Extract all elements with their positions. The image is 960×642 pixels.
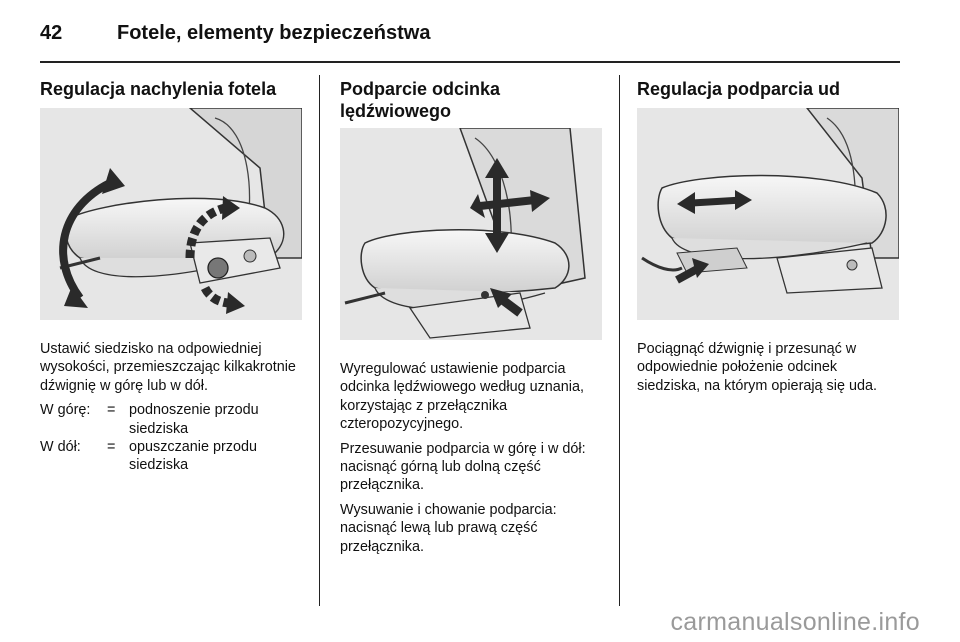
lumbar-paragraph-1: Wyregulować ustawienie podparcia odcinka lędźwiowego według uznania, korzystając z przełącznika czteropozycyjnego. [340, 361, 585, 433]
definition-equals: = [107, 439, 116, 456]
watermark: carmanualsonline.info [670, 608, 920, 636]
lumbar-paragraph-2: Przesuwanie podparcia w górę i w dół: nacisnąć górną lub dolną część przełącznika. [340, 440, 586, 494]
section-heading-thigh-support: Regulacja podparcia ud [637, 79, 841, 99]
column-thigh-support [637, 78, 902, 395]
section-heading-seat-tilt: Regulacja nachylenia fotela [40, 79, 277, 99]
definition-row-up [40, 401, 305, 438]
definition-description: podnoszenie przodu siedziska [129, 402, 259, 437]
column-lumbar-support [340, 78, 605, 556]
seat-tilt-figure [40, 108, 302, 320]
page-number: 42 [40, 22, 63, 44]
definition-description: opuszczanie przodu siedziska [129, 439, 257, 474]
definition-term: W górę: [40, 402, 91, 419]
column-divider-2 [619, 75, 620, 606]
definition-term: W dół: [40, 439, 81, 456]
section-heading-lumbar-support: Podparcie odcinka lędźwiowego [340, 79, 501, 121]
definition-row-down [40, 438, 305, 475]
seat-tilt-definition-list [40, 401, 305, 475]
thigh-support-instructions: Pociągnąć dźwignię i przesunąć w odpowiednie położenie odcinek siedziska, na którym opierają się uda. [637, 341, 877, 394]
column-divider-1 [319, 75, 320, 606]
lumbar-paragraph-3: Wysuwanie i chowanie podparcia: nacisnąć lewą lub prawą część przełącznika. [340, 501, 557, 555]
lumbar-support-figure [340, 128, 602, 340]
seat-tilt-instructions: Ustawić siedzisko na odpowiedniej wysokości, przemieszczając kilkakrotnie dźwignię w górę lub w dół. [40, 341, 296, 394]
page-title: Fotele, elementy bezpieczeństwa [117, 22, 431, 44]
definition-equals: = [107, 402, 116, 419]
header-rule [40, 61, 900, 63]
thigh-support-figure [637, 108, 899, 320]
column-seat-tilt [40, 78, 305, 475]
